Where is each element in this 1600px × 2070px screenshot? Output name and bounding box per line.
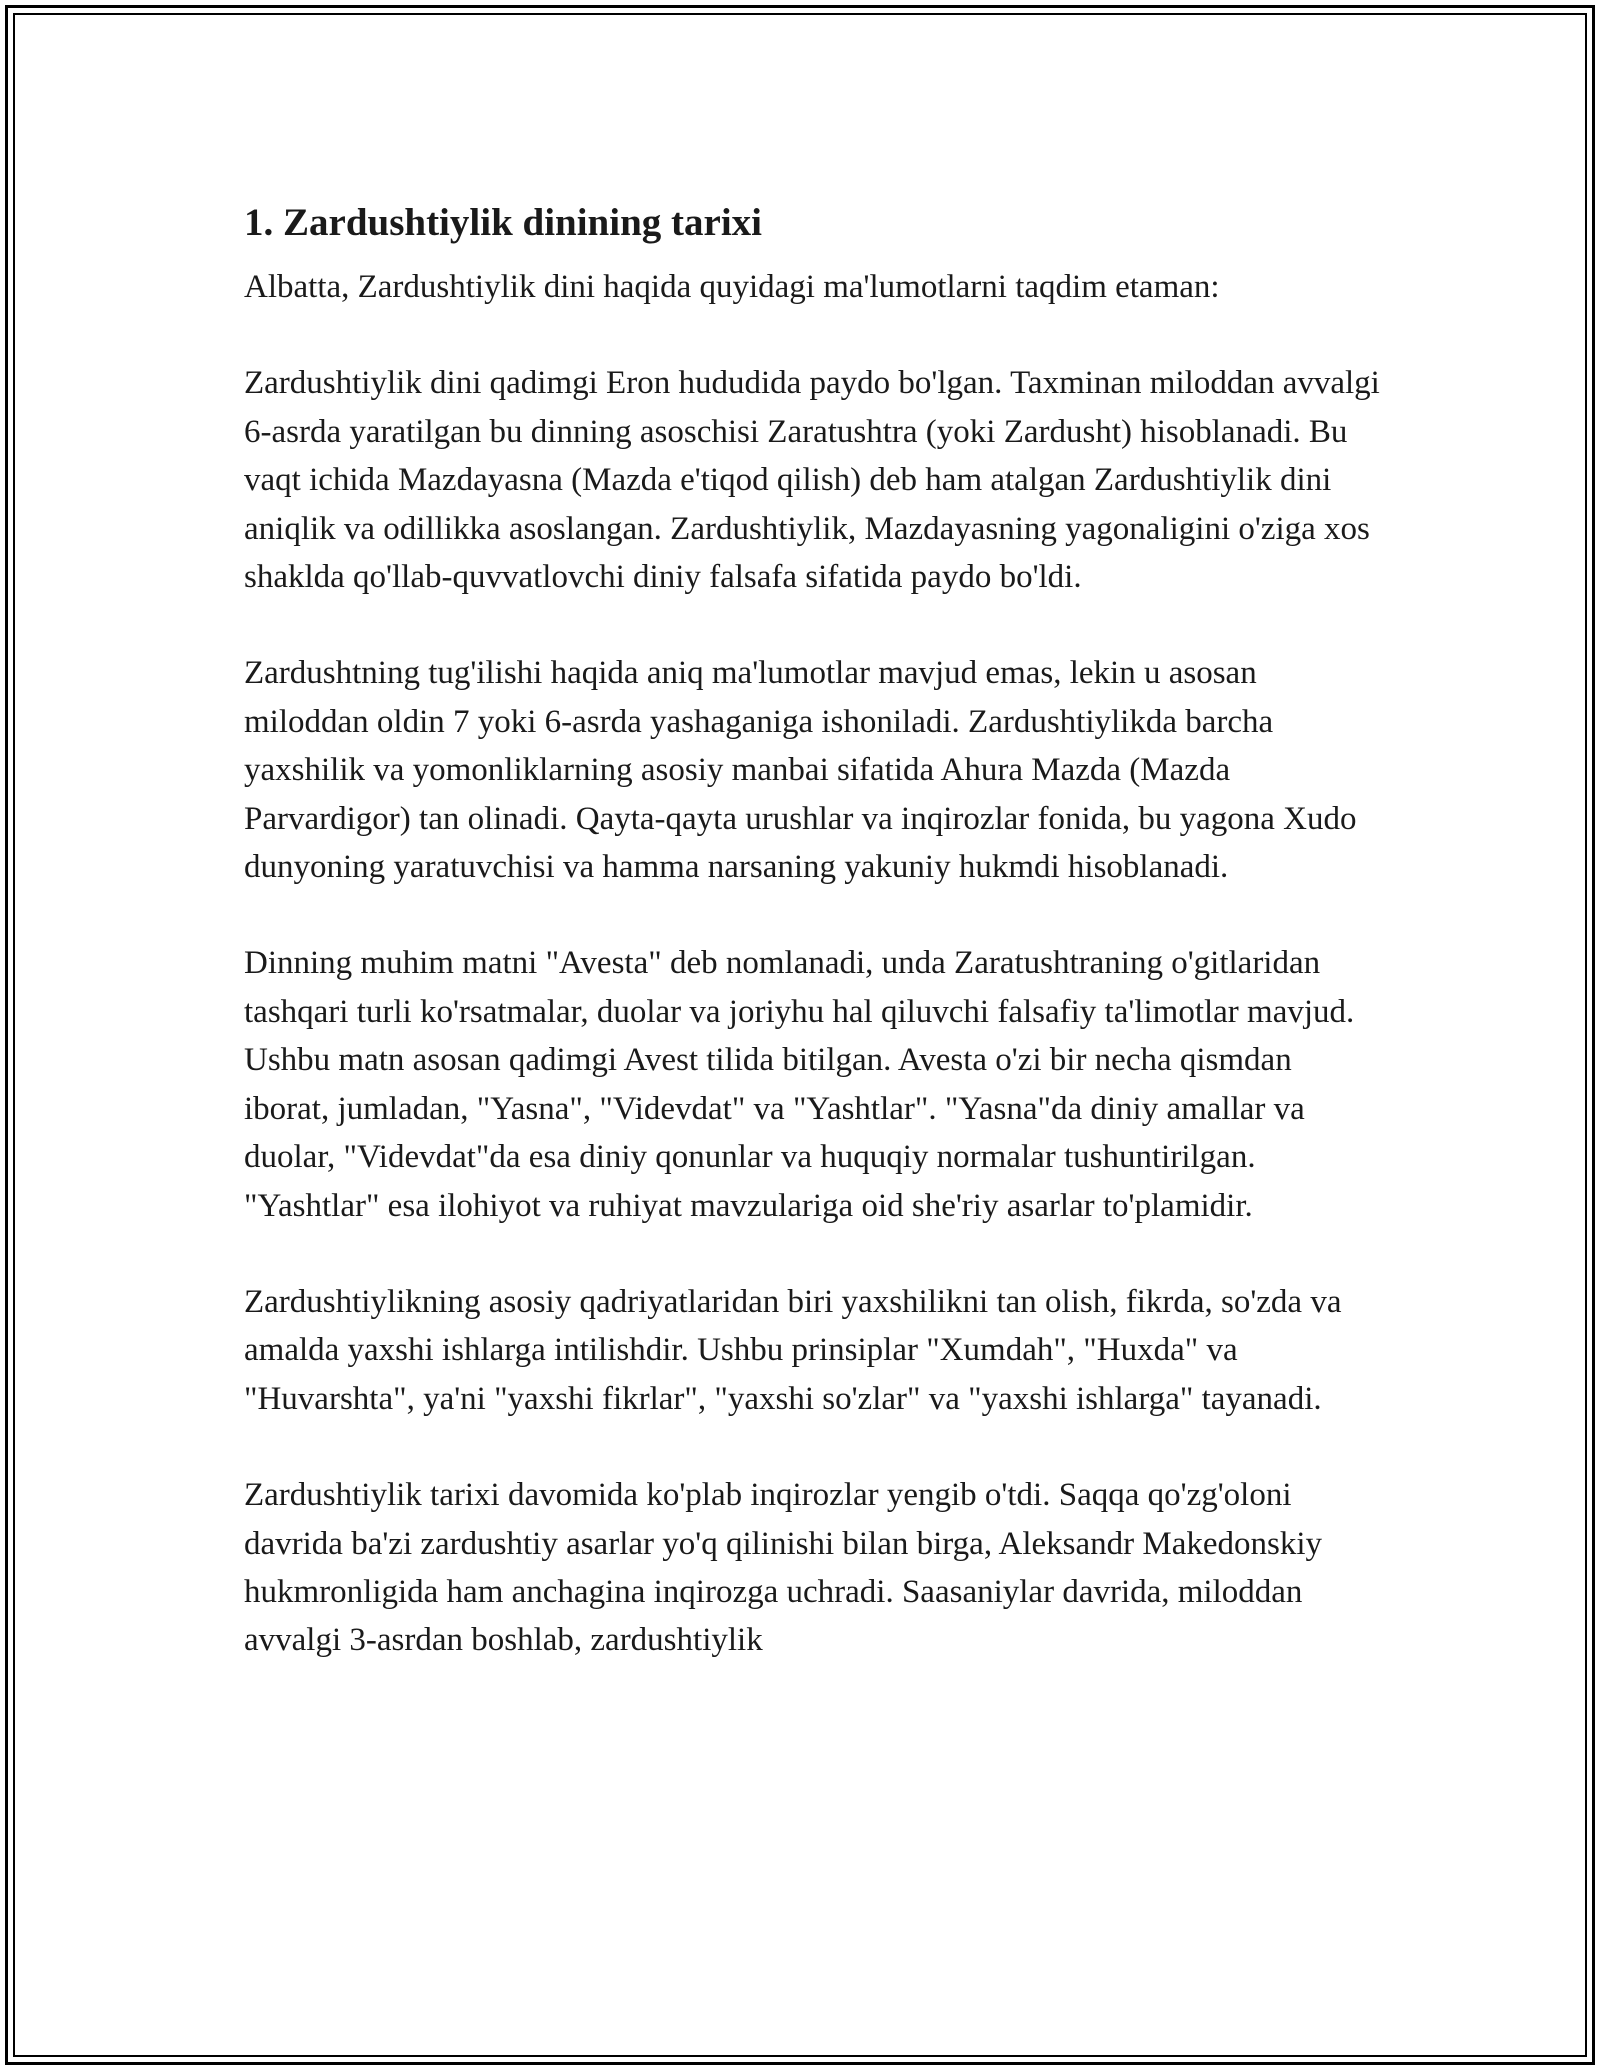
document-body [244,193,1384,1713]
paragraph-zardusht-birth: Zardushtning tug'ilishi haqida aniq ma'lumotlar mavjud emas, lekin u asosan miloddan oldin 7 yoki 6-asrda yashaganiga ishoniladi. Zardushtiylikda barcha yaxshilik va yomonliklarning asosiy manbai sifatida Ahura Mazda (Mazda Parvardigor) tan olinadi. Qayta-qayta urushlar va inqirozlar fonida, bu yagona Xudo dunyoning yaratuvchisi va hamma narsaning yakuniy hukmdi hisoblanadi. [244,655,1357,886]
paragraph-origin: Zardushtiylik dini qadimgi Eron hududida paydo bo'lgan. Taxminan miloddan avvalgi 6-asrda yaratilgan bu dinning asoschisi Zaratushtra (yoki Zardusht) hisoblanadi. Bu vaqt ichida Mazdayasna (Mazda e'tiqod qilish) deb ham atalgan Zardushtiylik dini aniqlik va odillikka asoslangan. Zardushtiylik, Mazdayasning yagonaligini o'ziga xos shaklda qo'llab-quvvatlovchi diniy falsafa sifatida paydo bo'ldi. [244,365,1380,596]
paragraph-values: Zardushtiylikning asosiy qadriyatlaridan biri yaxshilikni tan olish, fikrda, so'zda va amalda yaxshi ishlarga intilishdir. Ushbu prinsiplar "Xumdah", "Huxda" va "Huvarshta", ya'ni "yaxshi fikrlar", "yaxshi so'zlar" va "yaxshi ishlarga" tayanadi. [244,1283,1342,1417]
page-frame [5,5,1595,2065]
paragraph-avesta: Dinning muhim matni "Avesta" deb nomlanadi, unda Zaratushtraning o'gitlaridan tashqari turli ko'rsatmalar, duolar va joriyhu hal qiluvchi falsafiy ta'limotlar mavjud. Ushbu matn asosan qadimgi Avest tilida bitilgan. Avesta o'zi bir necha qismdan iborat, jumladan, "Yasna", "Videvdat" va "Yashtlar". "Yasna"da diniy amallar va duolar, "Videvdat"da esa diniy qonunlar va huquqiy normalar tushuntirilgan. "Yashtlar" esa ilohiyot va ruhiyat mavzulariga oid she'riy asarlar to'plamidir. [244,945,1355,1224]
intro-paragraph: Albatta, Zardushtiylik dini haqida quyidagi ma'lumotlarni taqdim etaman: [244,269,1220,305]
paragraph-history-crises: Zardushtiylik tarixi davomida ko'plab inqirozlar yengib o'tdi. Saqqa qo'zg'oloni davrida ba'zi zardushtiy asarlar yo'q qilinishi bilan birga, Aleksandr Makedonskiy hukmronligida ham anchagina inqirozga uchradi. Saasaniylar davrida, miloddan avvalgi 3-asrdan boshlab, zardushtiylik [244,1477,1323,1659]
section-heading: 1. Zardushtiylik dinining tarixi [244,201,762,244]
